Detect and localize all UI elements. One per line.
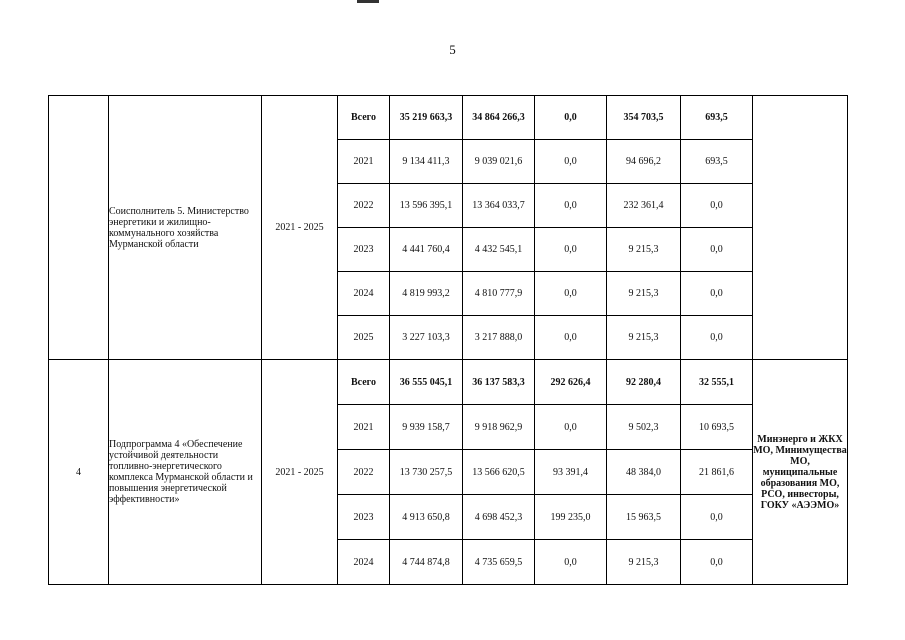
funding-cell: 199 235,0 [535, 495, 607, 540]
funding-cell: 0,0 [535, 228, 607, 272]
funding-cell: 0,0 [681, 228, 753, 272]
total-funding-cell: 4 819 993,2 [390, 272, 463, 316]
year-cell: 2023 [338, 228, 390, 272]
year-cell: 2024 [338, 540, 390, 585]
funding-cell: 0,0 [535, 272, 607, 316]
funding-cell: 4 810 777,9 [463, 272, 535, 316]
funding-cell: 9 215,3 [607, 228, 681, 272]
funding-cell: 0,0 [535, 184, 607, 228]
funding-cell: 0,0 [681, 184, 753, 228]
total-funding-cell: 4 744 874,8 [390, 540, 463, 585]
funding-cell: 0,0 [681, 495, 753, 540]
program-name-cell: Соисполнитель 5. Министерство энергетики и жилищно-коммунального хозяйства Мурманской области [109, 96, 262, 360]
funding-cell: 93 391,4 [535, 450, 607, 495]
funding-cell: 292 626,4 [535, 360, 607, 405]
funding-cell: 4 735 659,5 [463, 540, 535, 585]
total-funding-cell: 4 913 650,8 [390, 495, 463, 540]
year-cell: 2022 [338, 184, 390, 228]
executors-cell: Минэнерго и ЖКХ МО, Минимущества МО, муниципальные образования МО, РСО, инвесторы, ГОКУ «АЭЭМО» [753, 360, 848, 585]
total-funding-cell: 9 134 411,3 [390, 140, 463, 184]
total-funding-cell: 36 555 045,1 [390, 360, 463, 405]
period-cell: 2021 - 2025 [262, 96, 338, 360]
funding-cell: 9 039 021,6 [463, 140, 535, 184]
funding-cell: 48 384,0 [607, 450, 681, 495]
year-cell: 2025 [338, 316, 390, 360]
program-name-cell: Подпрограмма 4 «Обеспечение устойчивой деятельности топливно-энергетического комплекса Мурманской области и повышения энергетической эффективности» [109, 360, 262, 585]
funding-cell: 4 698 452,3 [463, 495, 535, 540]
funding-cell: 9 918 962,9 [463, 405, 535, 450]
funding-cell: 21 861,6 [681, 450, 753, 495]
funding-cell: 0,0 [535, 140, 607, 184]
funding-cell: 0,0 [681, 540, 753, 585]
scan-top-mark [357, 0, 379, 3]
row-number-cell [49, 96, 109, 360]
funding-cell: 693,5 [681, 96, 753, 140]
year-cell: 2021 [338, 405, 390, 450]
funding-cell: 92 280,4 [607, 360, 681, 405]
funding-cell: 0,0 [535, 405, 607, 450]
executors-cell [753, 96, 848, 360]
funding-cell: 232 361,4 [607, 184, 681, 228]
total-funding-cell: 13 596 395,1 [390, 184, 463, 228]
funding-cell: 32 555,1 [681, 360, 753, 405]
funding-cell: 13 364 033,7 [463, 184, 535, 228]
funding-cell: 9 215,3 [607, 316, 681, 360]
year-cell: Всего [338, 96, 390, 140]
funding-cell: 94 696,2 [607, 140, 681, 184]
budget-table [48, 95, 848, 585]
funding-cell: 0,0 [535, 316, 607, 360]
row-number-cell: 4 [49, 360, 109, 585]
funding-cell: 354 703,5 [607, 96, 681, 140]
total-funding-cell: 3 227 103,3 [390, 316, 463, 360]
year-cell: 2021 [338, 140, 390, 184]
funding-cell: 0,0 [681, 272, 753, 316]
funding-cell: 9 215,3 [607, 272, 681, 316]
year-cell: 2022 [338, 450, 390, 495]
page-number: 5 [449, 42, 456, 57]
total-funding-cell: 9 939 158,7 [390, 405, 463, 450]
funding-cell: 693,5 [681, 140, 753, 184]
funding-cell: 9 215,3 [607, 540, 681, 585]
total-funding-cell: 4 441 760,4 [390, 228, 463, 272]
funding-cell: 0,0 [535, 540, 607, 585]
funding-cell: 10 693,5 [681, 405, 753, 450]
year-cell: 2023 [338, 495, 390, 540]
funding-cell: 9 502,3 [607, 405, 681, 450]
total-funding-cell: 13 730 257,5 [390, 450, 463, 495]
funding-cell: 4 432 545,1 [463, 228, 535, 272]
total-funding-cell: 35 219 663,3 [390, 96, 463, 140]
funding-cell: 3 217 888,0 [463, 316, 535, 360]
funding-cell: 0,0 [535, 96, 607, 140]
period-cell: 2021 - 2025 [262, 360, 338, 585]
table-row [49, 96, 848, 140]
funding-cell: 13 566 620,5 [463, 450, 535, 495]
funding-cell: 0,0 [681, 316, 753, 360]
funding-cell: 15 963,5 [607, 495, 681, 540]
funding-cell: 36 137 583,3 [463, 360, 535, 405]
year-cell: Всего [338, 360, 390, 405]
table-row [49, 360, 848, 405]
funding-cell: 34 864 266,3 [463, 96, 535, 140]
year-cell: 2024 [338, 272, 390, 316]
